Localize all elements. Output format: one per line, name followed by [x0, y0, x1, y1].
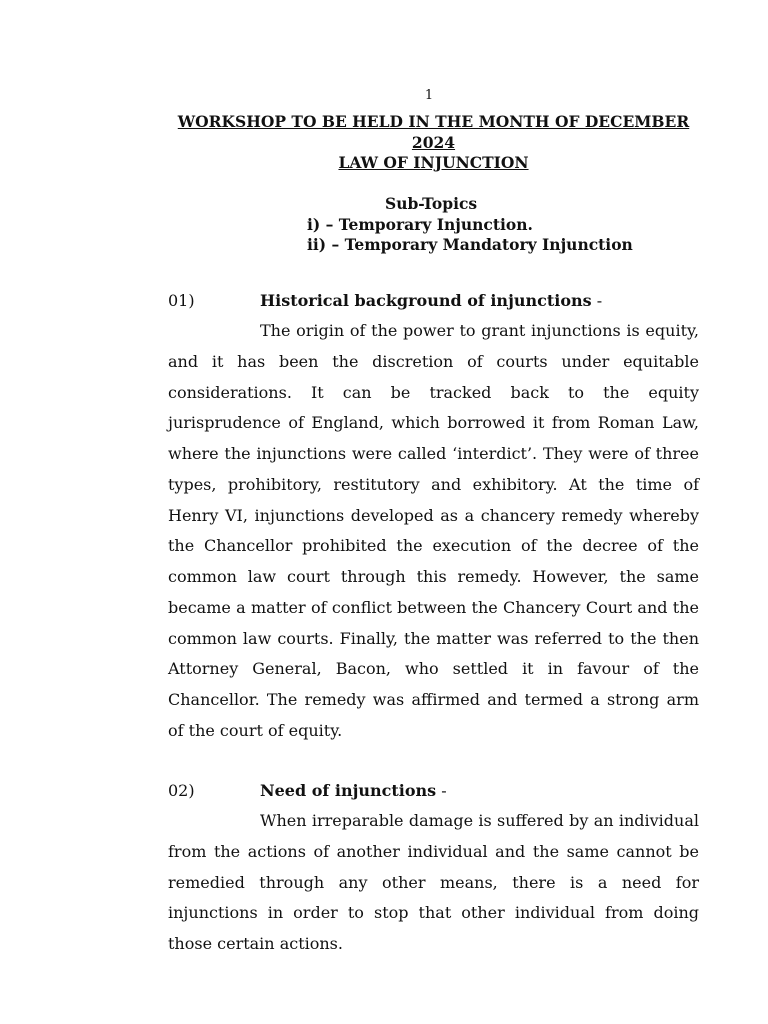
header-title-line-2: 2024 — [411, 132, 456, 152]
section-number: 01) — [168, 291, 195, 310]
section-title-suffix: - — [436, 781, 447, 800]
section-body-02: When irreparable damage is suffered by an individual from the actions of another individual and the same cannot be remedied through any other means, there is a need for injunctions in order to stop that other individual from doing those certain actions. — [168, 811, 699, 953]
page-number: 1 — [424, 88, 434, 103]
section-heading-02 — [168, 781, 699, 801]
document-header — [168, 112, 699, 174]
section-number: 02) — [168, 781, 195, 800]
section-title: Need of injunctions — [260, 781, 437, 800]
section-title-suffix: - — [591, 291, 603, 310]
section-title: Historical background of injunctions — [260, 291, 592, 310]
subtopics-block — [307, 194, 633, 256]
subtopics-title: Sub-Topics — [385, 194, 478, 213]
section-heading-01 — [168, 291, 699, 311]
subtopic-item: i) – Temporary Injunction. — [307, 214, 533, 234]
subtopic-item: ii) – Temporary Mandatory Injunction — [307, 235, 633, 254]
section-body-01: The origin of the power to grant injunctions is equity, and it has been the discretion of courts under equitable considerations. It can be tracked back to the equity jurisprudence of England, which borrowed it from Roman Law, where the injunctions were called ‘interdict’. They were of three types, prohibitory, restitutory and exhibitory. At the time of Henry VI, injunctions developed as a chancery remedy whereby the Chancellor prohibited the execution of the decree of the common law court through this remedy. However, the same became a matter of conflict between the Chancery Court and the common law courts. Finally, the matter was referred to the then Attorney General, Bacon, who settled it in favour of the Chancellor. The remedy was affirmed and termed a strong arm of the court of equity. — [168, 321, 699, 740]
header-title-line-1: WORKSHOP TO BE HELD IN THE MONTH OF DECEMBER — [177, 112, 690, 131]
header-subject: LAW OF INJUNCTION — [338, 153, 529, 172]
